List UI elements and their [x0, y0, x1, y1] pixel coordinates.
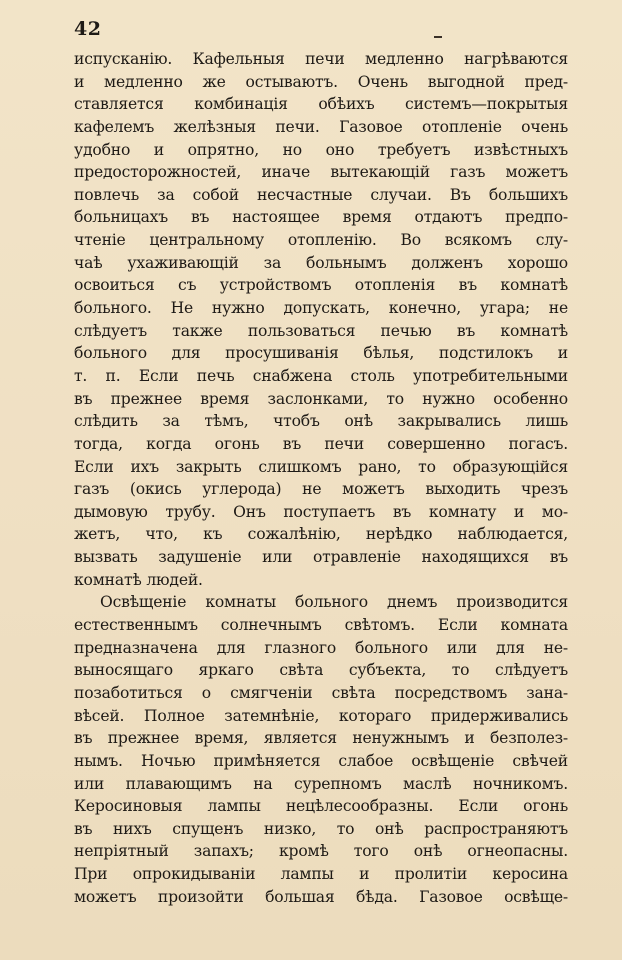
text-line: чтеніе центральному отопленію. Во всякомъ слу-: [74, 231, 568, 250]
text-line: испусканію. Кафельныя печи медленно нагрѣваются: [74, 50, 568, 68]
text-line: удобно и опрятно, но оно требуетъ извѣстныхъ: [74, 140, 568, 159]
print-mark: [434, 36, 442, 38]
page-number: 42: [74, 18, 102, 40]
text-line: комнатѣ людей.: [74, 570, 203, 589]
text-line: въ прежнее время, является ненужнымъ и безполез-: [74, 729, 568, 748]
text-line: ставляется комбинація обѣихъ системъ—покрытыя: [74, 95, 568, 114]
text-line: Если ихъ закрыть слишкомъ рано, то образующійся: [74, 457, 568, 476]
text-line: При опрокидываніи лампы и пролитіи керосина: [74, 865, 568, 884]
text-line: или плавающимъ на сурепномъ маслѣ ночникомъ.: [74, 774, 568, 793]
text-line: естественнымъ солнечнымъ свѣтомъ. Если комната: [74, 616, 568, 635]
text-line: чаѣ ухаживающій за больнымъ долженъ хорошо: [74, 253, 568, 272]
text-line: непріятный запахъ; кромѣ того онѣ огнеопасны.: [74, 842, 568, 861]
text-line: въ прежнее время заслонками, то нужно особенно: [74, 389, 568, 408]
text-line: дымовую трубу. Онъ поступаетъ въ комнату и мо-: [74, 502, 568, 521]
text-line: предназначена для глазного больного или для не-: [74, 638, 568, 657]
text-line: слѣдуетъ также пользоваться печью въ комнатѣ: [74, 321, 568, 340]
text-line: нымъ. Ночью примѣняется слабое освѣщеніе свѣчей: [74, 751, 568, 770]
body-text: [74, 48, 568, 908]
text-line: больницахъ въ настоящее время отдаютъ предпо-: [74, 208, 568, 227]
text-line: повлечь за собой несчастные случаи. Въ большихъ: [74, 185, 568, 204]
text-line: больного для просушиванія бѣлья, подстилокъ и: [74, 344, 568, 363]
text-line: освоиться съ устройствомъ отопленія въ комнатѣ: [74, 276, 568, 295]
text-line: и медленно же остываютъ. Очень выгодной пред-: [74, 72, 568, 91]
text-line: выносящаго яркаго свѣта субъекта, то слѣдуетъ: [74, 661, 568, 680]
text-line: жетъ, что, къ сожалѣнію, нерѣдко наблюдается,: [74, 525, 568, 544]
text-line: Керосиновыя лампы нецѣлесообразны. Если огонь: [74, 797, 568, 816]
text-line: въ нихъ спущенъ низко, то онѣ распространяютъ: [74, 819, 568, 838]
text-line: газъ (окись углерода) не можетъ выходить чрезъ: [74, 480, 568, 499]
text-line: тогда, когда огонь въ печи совершенно погасъ.: [74, 434, 568, 453]
text-line: слѣдить за тѣмъ, чтобъ онѣ закрывались лишь: [74, 412, 568, 431]
paragraph-2: [74, 591, 568, 908]
text-line: больного. Не нужно допускать, конечно, угара; не: [74, 299, 568, 318]
text-line: можетъ произойти большая бѣда. Газовое освѣще-: [74, 887, 568, 906]
text-line: вызвать задушеніе или отравленіе находящихся въ: [74, 548, 568, 567]
text-line: т. п. Если печь снабжена столь употребительными: [74, 366, 568, 385]
paragraph-1: [74, 48, 568, 591]
text-line: предосторожностей, иначе вытекающій газъ можетъ: [74, 163, 568, 182]
text-line: кафелемъ желѣзныя печи. Газовое отопленіе очень: [74, 117, 568, 136]
text-line: вѣсей. Полное затемнѣніе, котораго придерживались: [74, 706, 568, 725]
text-line: позаботиться о смягченіи свѣта посредствомъ зана-: [74, 683, 568, 702]
text-line: Освѣщеніе комнаты больного днемъ производится: [100, 593, 568, 612]
